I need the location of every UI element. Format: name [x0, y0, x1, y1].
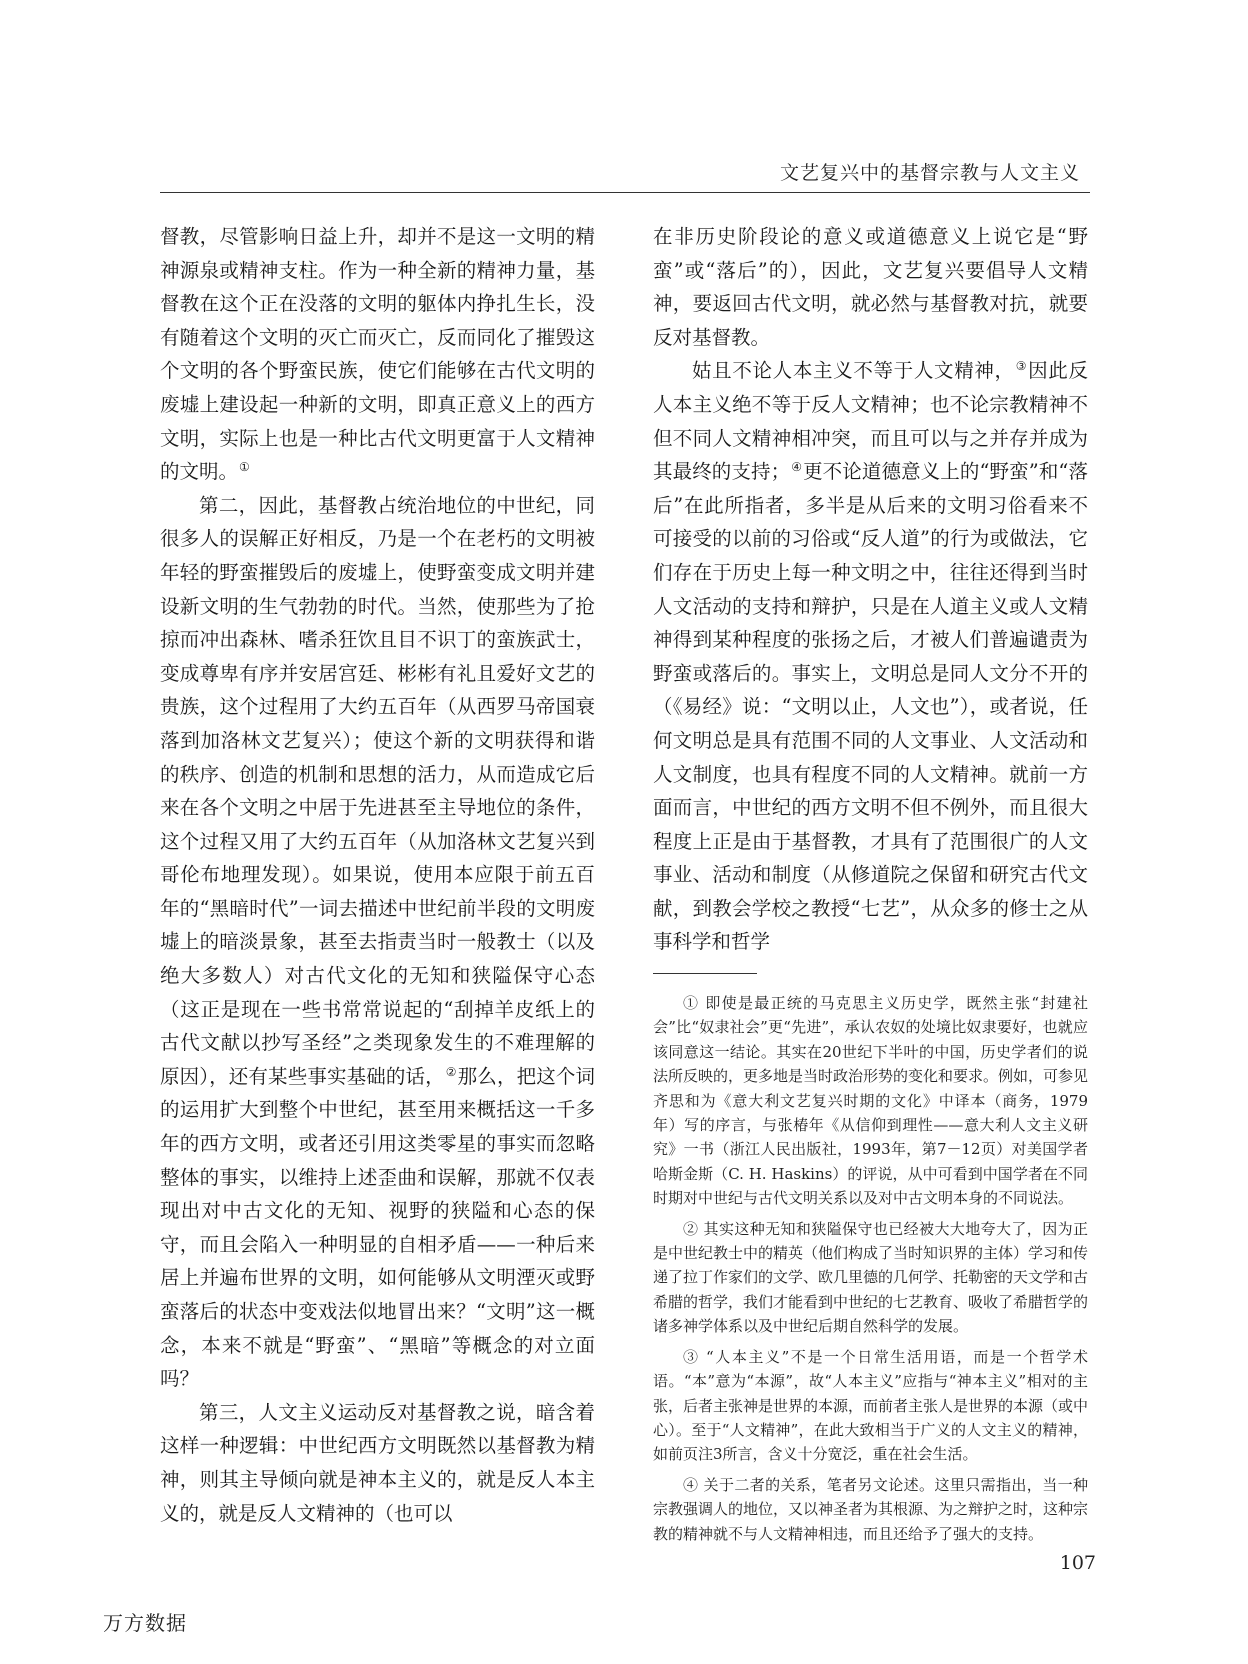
paragraph-text: 因此反人本主义绝不等于反人文精神；也不论宗教精神不但不同人文精神相冲突，而且可以与之并存并成为其最终的支持；	[653, 359, 1088, 484]
footnote-ref-1[interactable]: ①	[239, 460, 250, 475]
paragraph	[160, 489, 595, 1396]
footnote-ref-2[interactable]: ②	[445, 1064, 457, 1079]
paragraph	[160, 220, 595, 489]
running-header: 文艺复兴中的基督宗教与人文主义	[779, 162, 1080, 184]
paragraph: 在非历史阶段论的意义或道德意义上说它是“野蛮”或“落后”的），因此，文艺复兴要倡导人文精神，要返回古代文明，就必然与基督教对抗，就要反对基督教。	[653, 225, 1088, 349]
right-column	[653, 220, 1088, 959]
footnote-2: ② 其实这种无知和狭隘保守也已经被大大地夸大了，因为正是中世纪教士中的精英（他们构成了当时知识界的主体）学习和传递了拉丁作家们的文学、欧几里德的几何学、托勒密的天文学和古希腊的哲学，我们才能看到中世纪的七艺教育、吸收了希腊哲学的诸多神学体系以及中世纪后期自然科学的发展。	[653, 1219, 1089, 1336]
footnote-3: ③ “人本主义”不是一个日常生活用语，而是一个哲学术语。“本”意为“本源”，故“人本主义”应指与“神本主义”相对的主张，后者主张神是世界的本源，而前者主张人是世界的本源（或中心）。至于“人文精神”，在此大致相当于广义的人文主义的精神，如前页注3所言，含义十分宽泛，重在社会生活。	[653, 1347, 1089, 1464]
page-number: 107	[1059, 1552, 1096, 1574]
paragraph-text: 督教，尽管影响日益上升，却并不是这一文明的精神源泉或精神支柱。作为一种全新的精神力量，基督教在这个正在没落的文明的躯体内挣扎生长，没有随着这个文明的灭亡而灭亡，反而同化了摧毁这个文明的各个野蛮民族，使它们能够在古代文明的废墟上建设起一种新的文明，即真正意义上的西方文明，实际上也是一种比古代文明更富于人文精神的文明。	[160, 225, 595, 484]
paragraph-text: 更不论道德意义上的“野蛮”和“落后”在此所指者，多半是从后来的文明习俗看来不可接受的以前的习俗或“反人道”的行为或做法，它们存在于历史上每一种文明之中，往往还得到当时人文活动的支持和辩护，只是在人道主义或人文精神得到某种程度的张扬之后，才被人们普遍谴责为野蛮或落后的。事实上，文明总是同人文分不开的（《易经》说：“文明以止，人文也”），或者说，任何文明总是具有范围不同的人文事业、人文活动和人文制度，也具有程度不同的人文精神。就前一方面而言，中世纪的西方文明不但不例外，而且很大程度上正是由于基督教，才具有了范围很广的人文事业、活动和制度（从修道院之保留和研究古代文献，到教会学校之教授“七艺”，从众多的修士之从事科学和哲学	[653, 460, 1088, 954]
paragraph: 第三，人文主义运动反对基督教之说，暗含着这样一种逻辑：中世纪西方文明既然以基督教为精神，则其主导倾向就是神本主义的，就是反人本主义的，就是反人文精神的（也可以	[160, 1400, 595, 1525]
paragraph-text: 第二，因此，基督教占统治地位的中世纪，同很多人的误解正好相反，乃是一个在老朽的文明被年轻的野蛮摧毁后的废墟上，使野蛮变成文明并建设新文明的生气勃勃的时代。当然，使那些为了抢掠而冲出森林、嗜杀狂饮且目不识丁的蛮族武士，变成尊卑有序并安居宫廷、彬彬有礼且爱好文艺的贵族，这个过程用了大约五百年（从西罗马帝国衰落到加洛林文艺复兴）；使这个新的文明获得和谐的秩序、创造的机制和思想的活力，从而造成它后来在各个文明之中居于先进甚至主导地位的条件，这个过程又用了大约五百年（从加洛林文艺复兴到哥伦布地理发现）。如果说，使用本应限于前五百年的“黑暗时代”一词去描述中世纪前半段的文明废墟上的暗淡景象，甚至去指责当时一般教士（以及绝大多数人）对古代文化的无知和狭隘保守心态（这正是现在一些书常常说起的“刮掉羊皮纸上的古代文献以抄写圣经”之类现象发生的不难理解的原因），还有某些事实基础的话，	[160, 493, 595, 1088]
footnote-ref-3[interactable]: ③	[1015, 359, 1028, 374]
left-column	[160, 220, 595, 1530]
header-rule	[160, 192, 1090, 193]
footnote-4: ④ 关于二者的关系，笔者另文论述。这里只需指出，当一种宗教强调人的地位，又以神圣者为其根源、为之辩护之时，这种宗教的精神就不与人文精神相违，而且还给予了强大的支持。	[653, 1475, 1089, 1543]
footnote-rule	[653, 973, 757, 974]
paragraph-text: 姑且不论人本主义不等于人文精神，	[692, 359, 1015, 383]
watermark: 万方数据	[103, 1611, 187, 1635]
footnote-1: ① 即使是最正统的马克思主义历史学，既然主张“封建社会”比“奴隶社会”更“先进”，承认农奴的处境比奴隶要好，也就应该同意这一结论。其实在20世纪下半叶的中国，历史学者们的说法所反映的，更多地是当时政治形势的变化和要求。例如，可参见齐思和为《意大利文艺复兴时期的文化》中译本（商务，1979年）写的序言，与张椿年《从信仰到理性——意大利人文主义研究》一书（浙江人民出版社，1993年，第7－12页）对美国学者哈斯金斯（C. H. Haskins）的评说，从中可看到中国学者在不同时期对中世纪与古代文明关系以及对中古文明本身的不同说法。	[653, 994, 1089, 1208]
footnote-ref-4[interactable]: ④	[791, 460, 803, 475]
footnotes	[653, 991, 1088, 1552]
paragraph-text: 那么，把这个词的运用扩大到整个中世纪，甚至用来概括这一千多年的西方文明，或者还引用这类零星的事实而忽略整体的事实，以维持上述歪曲和误解，那就不仅表现出对中古文化的无知、视野的狭隘和心态的保守，而且会陷入一种明显的自相矛盾——一种后来居上并遍布世界的文明，如何能够从文明湮灭或野蛮落后的状态中变戏法似地冒出来？“文明”这一概念，本来不就是“野蛮”、“黑暗”等概念的对立面吗？	[160, 1064, 595, 1391]
paragraph	[653, 354, 1088, 959]
